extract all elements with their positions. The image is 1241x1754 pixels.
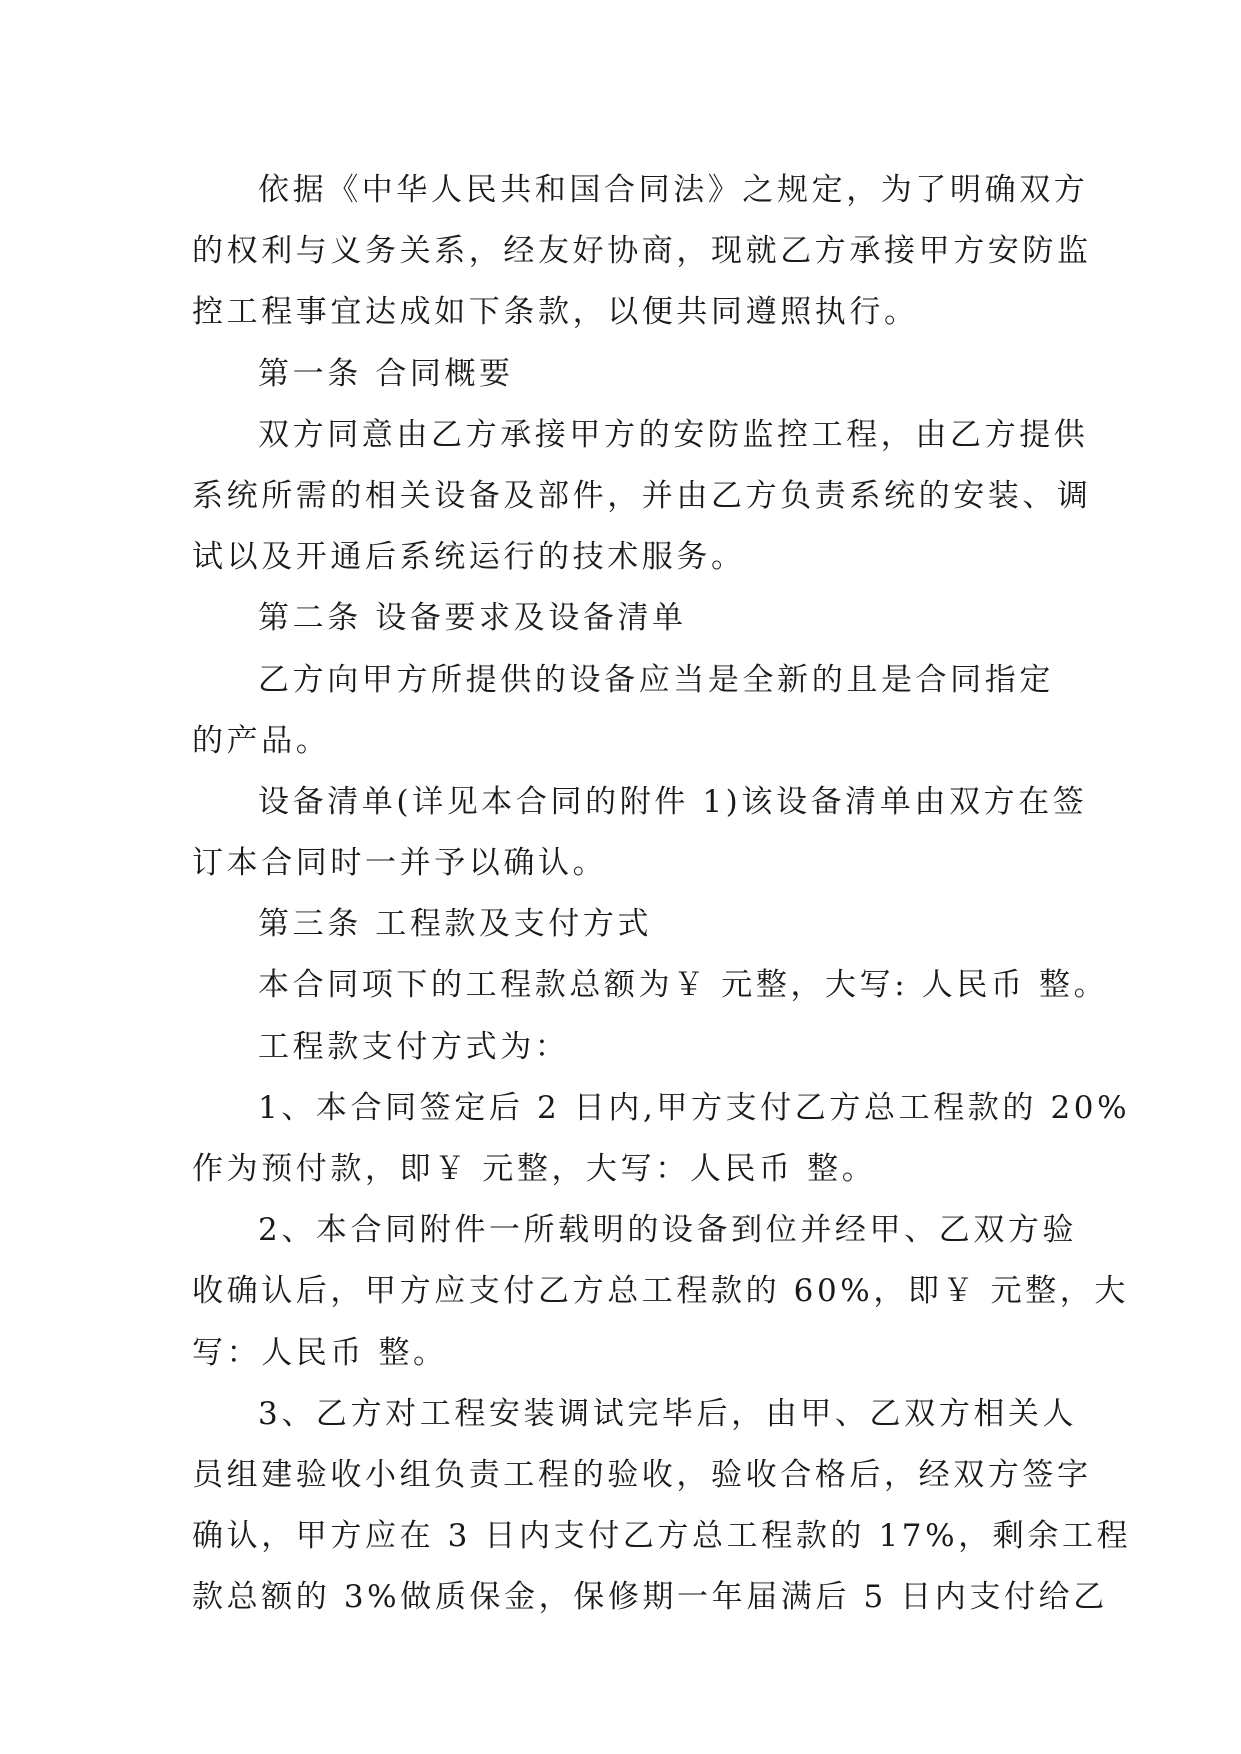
text-line: 系统所需的相关设备及部件，并由乙方负责系统的安装、调 [192, 477, 1092, 514]
text-line: 订本合同时一并予以确认。 [192, 845, 608, 882]
contract-body [192, 160, 1132, 1629]
text-line: 本合同项下的工程款总额为￥ 元整，大写: 人民币 整。 [258, 967, 1109, 1004]
text-line: 试以及开通后系统运行的技术服务。 [192, 539, 746, 576]
section-heading: 第三条 工程款及支付方式 [258, 906, 653, 943]
section-heading: 第一条 合同概要 [258, 355, 514, 392]
text-line: 员组建验收小组负责工程的验收，验收合格后，经双方签字 [192, 1456, 1092, 1493]
text-line: 工程款支付方式为： [258, 1028, 570, 1065]
text-line: 确认，甲方应在 3 日内支付乙方总工程款的 17%，剩余工程 [192, 1518, 1132, 1555]
text-line: 控工程事宜达成如下条款，以便共同遵照执行。 [192, 294, 919, 331]
text-line: 款总额的 3%做质保金，保修期一年届满后 5 日内支付给乙 [192, 1579, 1108, 1616]
text-line: 依据《中华人民共和国合同法》之规定，为了明确双方 [258, 172, 1089, 208]
text-line: 设备清单(详见本合同的附件 1)该设备清单由双方在签 [258, 783, 1088, 820]
text-line: 双方同意由乙方承接甲方的安防监控工程，由乙方提供 [258, 416, 1089, 453]
text-line: 写：人民币 整。 [192, 1334, 448, 1371]
text-line: 2、本合同附件一所载明的设备到位并经甲、乙双方验 [258, 1212, 1078, 1249]
text-line: 的产品。 [192, 722, 331, 759]
section-heading: 第二条 设备要求及设备清单 [258, 600, 687, 637]
text-line: 3、乙方对工程安装调试完毕后，由甲、乙双方相关人 [258, 1395, 1078, 1432]
text-line: 作为预付款，即￥ 元整，大写：人民币 整。 [192, 1151, 877, 1187]
text-line: 1、本合同签定后 2 日内,甲方支付乙方总工程款的 20% [258, 1089, 1131, 1126]
text-line: 乙方向甲方所提供的设备应当是全新的且是合同指定 [258, 661, 1054, 698]
text-line: 收确认后，甲方应支付乙方总工程款的 60%，即￥ 元整，大 [192, 1273, 1130, 1310]
text-line: 的权利与义务关系，经友好协商，现就乙方承接甲方安防监 [192, 233, 1092, 270]
